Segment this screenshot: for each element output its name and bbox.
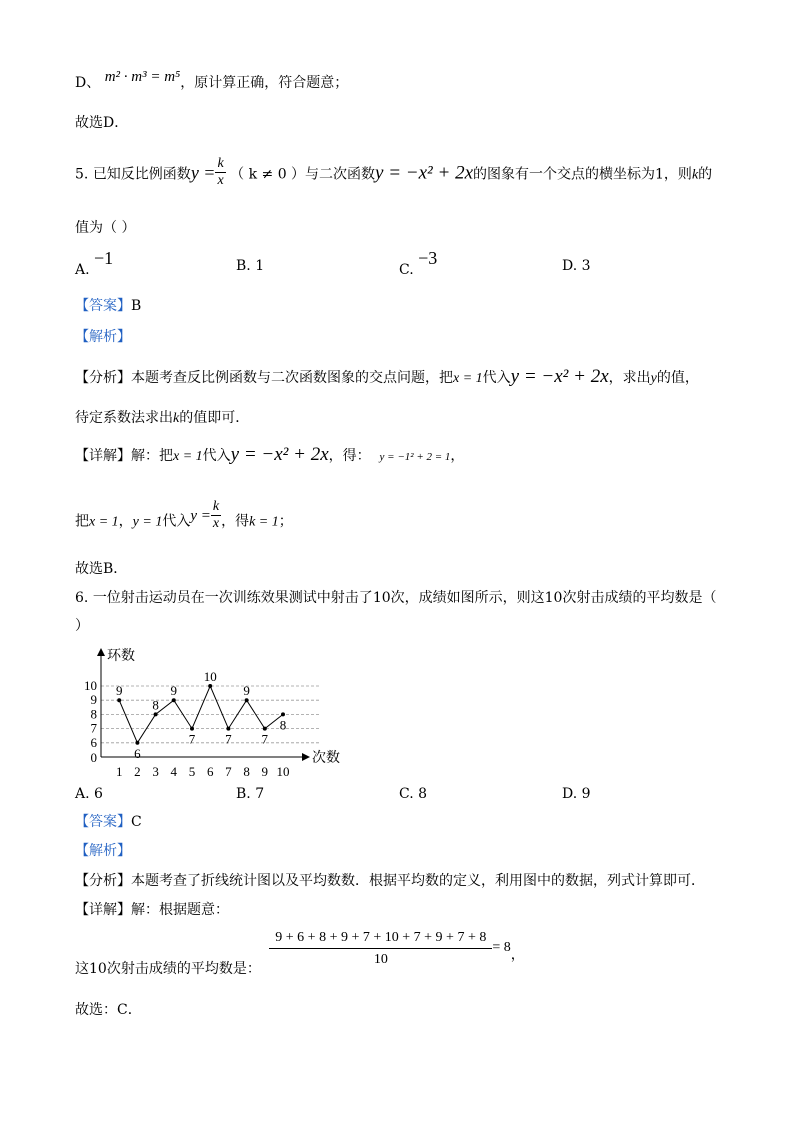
data-label-9: 7 [261, 731, 269, 747]
data-point-6 [208, 684, 212, 688]
data-label-7: 7 [225, 731, 232, 747]
q5-choice: 故选B． [75, 561, 128, 577]
y-tick-label-9: 9 [90, 692, 97, 708]
data-label-5: 7 [188, 731, 196, 747]
q5-func2: y = −x² + 2x [375, 162, 474, 184]
q5-stem-a: 已知反比例函数 [92, 166, 191, 183]
y-tick-label-10: 10 [84, 678, 97, 693]
q5-var-k: k [691, 167, 699, 183]
x-tick-label-6: 6 [206, 764, 214, 777]
x-tick-label-1: 1 [115, 764, 123, 777]
q6-option-d[interactable]: D. 9 [562, 786, 591, 802]
y-axis-label: 环数 [107, 649, 135, 664]
x-tick-label-3: 3 [152, 764, 159, 777]
data-label-1: 9 [115, 683, 123, 699]
q5-option-b[interactable]: B. 1 [236, 258, 265, 274]
q5-option-d[interactable]: D. 3 [562, 258, 591, 274]
data-point-4 [172, 698, 176, 702]
q6-choice: 故选：C． [75, 1002, 142, 1018]
q5-stem-line1 [75, 158, 712, 191]
q5-fenxi-line2: 待定系数法求出k的值即可． [75, 410, 250, 426]
option-d-label: D、 [75, 75, 101, 91]
q5-xiangjie-tag: 【详解】 [75, 448, 131, 464]
q5-condition: （ k ≠ 0 ） [230, 166, 306, 183]
q5-stem-c: 的图象有一个交点的横坐标为1，则 [473, 166, 692, 183]
q5-xj2-fraction: $\frac{k}{x}$ [212, 499, 220, 532]
x-tick-label-7: 7 [225, 764, 232, 777]
q5-xiangjie-line2: 把x = 1，y = 1代入y = $\frac{k}{x}$ ，得k = 1； [75, 499, 293, 532]
data-point-2 [135, 741, 139, 745]
data-label-6: 10 [203, 669, 217, 684]
x-tick-label-8: 8 [243, 764, 250, 777]
data-label-2: 6 [134, 745, 141, 761]
q6-option-b[interactable]: B. 7 [236, 786, 265, 802]
x-tick-label-5: 5 [188, 764, 196, 777]
data-point-7 [226, 727, 230, 731]
q5-xiangjie-line1: 【详解】解：把x = 1代入y = −x² + 2x，得： y = −1² + 2 = 1， [75, 444, 465, 465]
q5-func1-den: x [217, 173, 224, 189]
q6-average-fraction: $\frac{9 + 6 + 8 + 9 + 7 + 10 + 7 + 9 + 7 + 8}{10}$ [269, 930, 492, 968]
y-axis-arrow [97, 648, 105, 656]
q5-option-c[interactable]: C. −3 [399, 248, 438, 278]
x-axis-label: 次数 [312, 751, 340, 766]
x-axis-arrow [302, 753, 310, 761]
q5-func1-lhs: y = [190, 162, 216, 183]
data-point-9 [263, 727, 267, 731]
q6-analysis-tag: 【解析】 [75, 843, 131, 859]
q5-stem-b: 与二次函数 [305, 166, 376, 183]
q5-fenxi-tag: 【分析】 [75, 370, 131, 386]
q5-option-a[interactable]: A. −1 [75, 248, 114, 278]
x-tick-label-2: 2 [134, 764, 141, 777]
q6-stem-line2: ） [75, 618, 89, 634]
q6-number: 6. [75, 590, 89, 606]
origin-label: 0 [90, 750, 97, 765]
q5-answer: 【答案】B [75, 298, 142, 314]
data-point-8 [245, 698, 249, 702]
shooting-score-line-chart [70, 642, 340, 777]
q6-fenxi: 【分析】本题考查了折线统计图以及平均数数．根据平均数的定义，利用图中的数据，列式计算即可． [75, 873, 705, 889]
q6-xiangjie-tag: 【详解】 [75, 902, 131, 918]
y-tick-label-7: 7 [90, 720, 97, 736]
exponent-expression: m² · m³ = m⁵ [104, 69, 181, 85]
q6-answer: 【答案】C [75, 814, 142, 830]
q5-stem-line2: 值为（ ） [75, 220, 136, 236]
q6-fenxi-tag: 【分析】 [75, 873, 131, 889]
q5-func1-num: k [215, 156, 225, 173]
option-d-text: ，原计算正确，符合题意； [180, 75, 349, 91]
q6-average-line: 这10次射击成绩的平均数是： $\frac{9 + 6 + 8 + 9 + 7 + 10 + 7 + 9 + 7 + 8}{10}$ = 8， [75, 930, 525, 978]
data-point-3 [154, 712, 158, 716]
q5-analysis-tag: 【解析】 [75, 329, 131, 345]
data-label-8: 9 [243, 683, 250, 699]
data-point-5 [190, 727, 194, 731]
data-point-10 [281, 712, 285, 716]
q6-stem-line1: 6. 一位射击运动员在一次训练效果测试中射击了10次，成绩如图所示，则这10次射击成绩的平均数是（ [75, 590, 717, 606]
q6-option-c[interactable]: C. 8 [399, 786, 428, 802]
data-label-3: 8 [152, 697, 159, 713]
data-label-10: 8 [279, 717, 287, 733]
q5-fenxi-line1: 【分析】本题考查反比例函数与二次函数图象的交点问题，把x = 1代入y = −x² + 2x，求出y的值， [75, 366, 699, 387]
choice-d-text: 故选D． [75, 115, 129, 131]
q6-xiangjie: 【详解】解：根据题意： [75, 902, 229, 918]
q6-option-a[interactable]: A. 6 [75, 786, 103, 802]
q5-stem-d: 的 [698, 166, 713, 183]
q5-number: 5. [75, 166, 89, 183]
y-tick-label-6: 6 [90, 734, 97, 750]
x-tick-label-9: 9 [261, 764, 269, 777]
data-point-1 [117, 698, 121, 702]
option-d-line [75, 69, 349, 91]
data-label-4: 9 [170, 683, 178, 699]
x-tick-label-4: 4 [170, 764, 178, 777]
y-tick-label-8: 8 [90, 706, 97, 722]
x-tick-label-10: 10 [276, 764, 290, 777]
q5-func1-fraction [215, 156, 225, 189]
